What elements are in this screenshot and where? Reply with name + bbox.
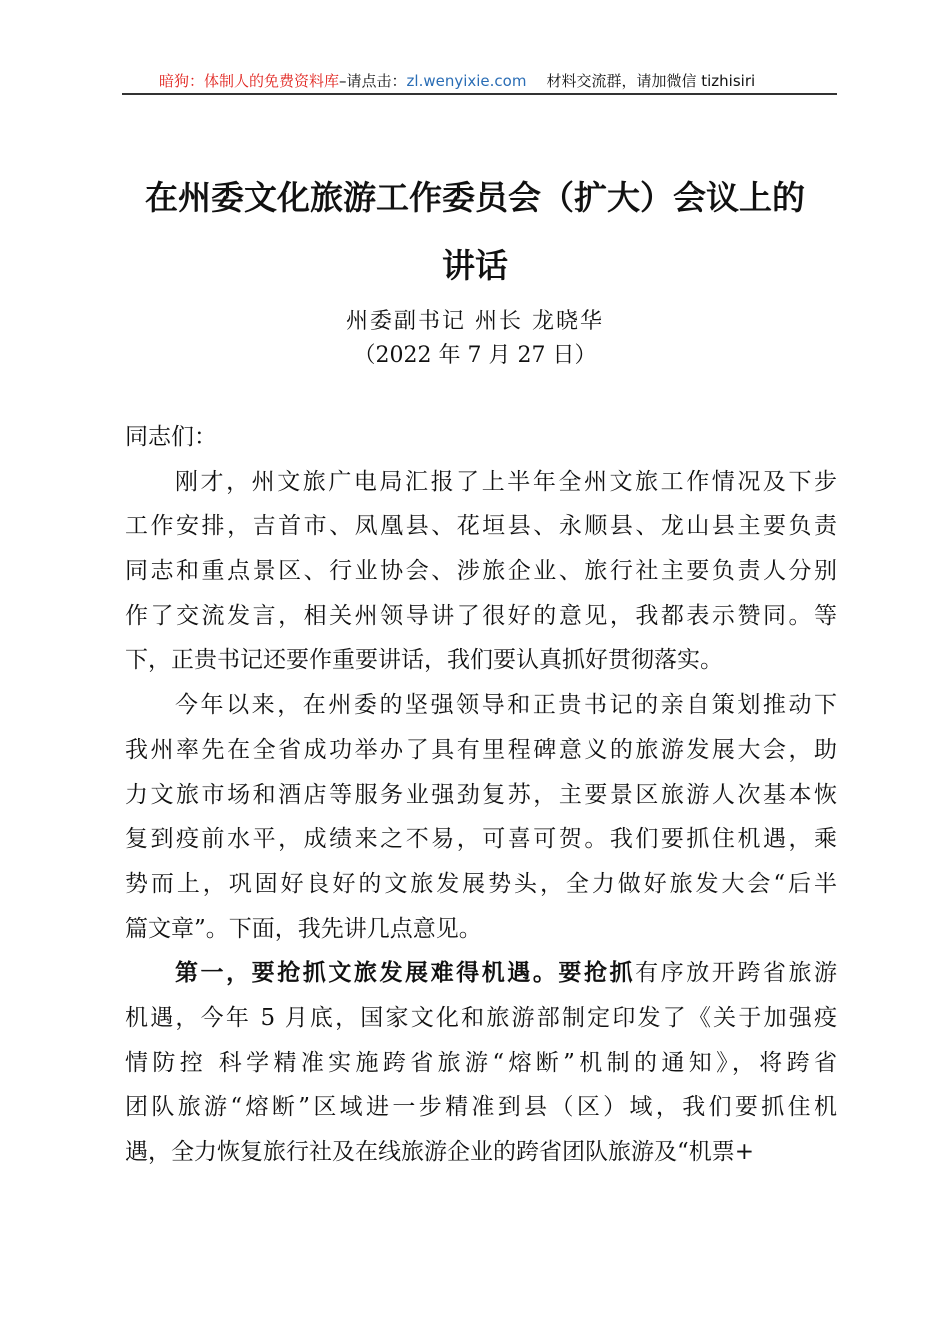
- paragraph-line: 篇文章”。下面，我先讲几点意见。: [125, 915, 482, 942]
- bold-lead: 第一，要抢抓文旅发展难得机遇。要抢抓: [175, 959, 636, 987]
- paragraph-line: 遇，全力恢复旅行社及在线旅游企业的跨省团队旅游及“机票+: [125, 1139, 755, 1165]
- paragraph: [125, 951, 837, 1174]
- click-prompt: –请点击：: [339, 72, 407, 90]
- paragraph-line: [125, 951, 837, 996]
- paragraph-line: 我州率先在全省成功举办了具有里程碑意义的旅游发展大会，助: [125, 736, 837, 763]
- line-text: 有序放开跨省旅游: [635, 960, 838, 987]
- document-title: 在州委文化旅游工作委员会（扩大）会议上的: [145, 178, 805, 217]
- paragraph-line: 作了交流发言，相关州领导讲了很好的意见，我都表示赞同。等: [125, 602, 837, 629]
- document-body: [125, 415, 837, 1175]
- document-title-cont: 讲话: [442, 246, 508, 285]
- paragraph-line: 同志和重点景区、行业协会、涉旅企业、旅行社主要负责人分别: [125, 558, 837, 585]
- paragraph-line: 工作安排，吉首市、凤凰县、花垣县、永顺县、龙山县主要负责: [125, 513, 837, 540]
- site-name: 暗狗：体制人的免费资料库: [159, 72, 340, 90]
- watermark-header: [122, 70, 837, 92]
- paragraph-line: 下，正贵书记还要作重要讲话，我们要认真抓好贯彻落实。: [125, 647, 723, 674]
- paragraph-line: 团队旅游“熔断”区域进一步精准到县（区）域，我们要抓住机: [125, 1094, 837, 1121]
- salutation: 同志们：: [125, 424, 217, 450]
- paragraph-line: 情防控 科学精准实施跨省旅游“熔断”机制的通知》，将跨省: [125, 1049, 837, 1076]
- contact-text: 材料交流群，请加微信 tizhisiri: [546, 72, 756, 90]
- site-link[interactable]: zl.wenyixie.com: [406, 72, 527, 90]
- paragraph-line: 今年以来，在州委的坚强领导和正贵书记的亲自策划推动下: [175, 692, 837, 719]
- paragraph-line: 势而上，巩固好良好的文旅发展势头，全力做好旅发大会“后半: [125, 870, 837, 897]
- paragraph-line: 力文旅市场和酒店等服务业强劲复苏，主要景区旅游人次基本恢: [125, 781, 837, 808]
- paragraph: [125, 460, 837, 683]
- paragraph-line: 刚才，州文旅广电局汇报了上半年全州文旅工作情况及下步: [175, 468, 837, 495]
- author-line: 州委副书记 州长 龙晓华: [346, 309, 604, 334]
- paragraph-line: 机遇，今年 5 月底，国家文化和旅游部制定印发了《关于加强疫: [125, 1004, 837, 1031]
- paragraph-line: 复到疫前水平，成绩来之不易，可喜可贺。我们要抓住机遇，乘: [125, 826, 837, 853]
- date-line: （2022 年 7 月 27 日）: [353, 343, 597, 368]
- header-divider: [122, 93, 837, 95]
- paragraph: [125, 683, 837, 951]
